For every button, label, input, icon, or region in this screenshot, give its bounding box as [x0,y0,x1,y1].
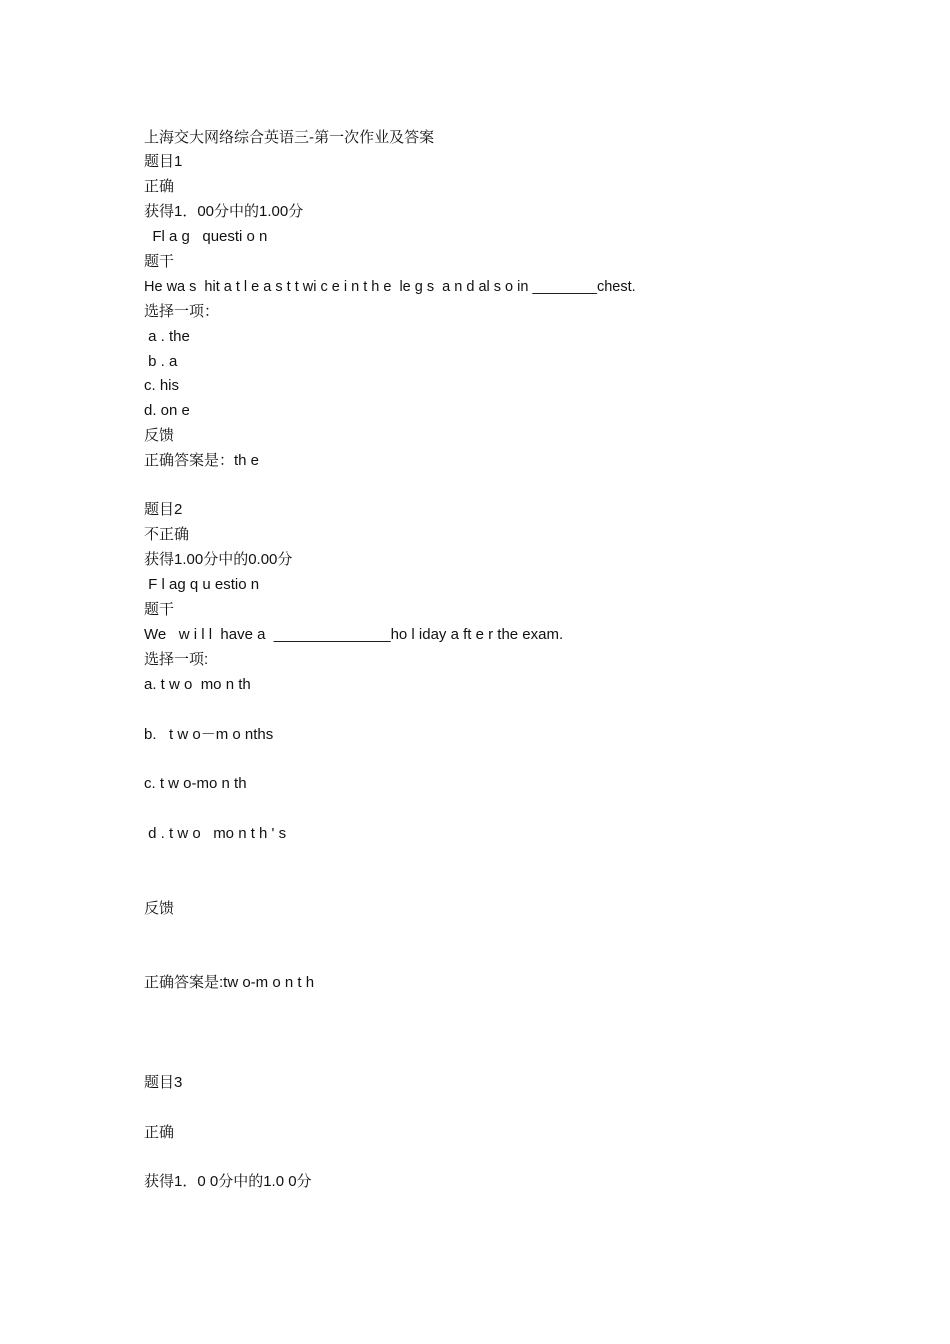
q3-score: 获得1．0 0分中的1.0 0分 [144,1173,312,1190]
q2-flag-question: F l ag q u estio n [144,576,260,593]
q2-option-c: c. t w o-mo n th [144,775,247,792]
q2-score: 获得1.00分中的0.00分 [144,551,293,568]
q1-choose-label: 选择一项： [144,303,220,320]
q1-option-a: a . the [144,328,190,345]
q1-flag-question: Fl a g questi o n [144,228,268,245]
q2-feedback-label: 反馈 [144,900,175,917]
q2-choose-label: 选择一项: [144,651,209,668]
q2-question-text: We w i l l have a ______________ho l iday a ft e r the exam. [144,626,564,643]
q1-stem-label: 题干 [144,253,175,270]
q2-number: 题目2 [144,501,183,518]
q2-stem-label: 题干 [144,601,175,618]
q2-option-a: a. t w o mo n th [144,676,251,693]
q1-status: 正确 [144,178,175,195]
q3-number: 题目3 [144,1074,183,1091]
q1-option-b: b . a [144,353,178,370]
q2-option-d: d . t w o mo n t h ' s [144,825,287,842]
q1-question-text: He wa s hit a t l e a s t t wi c e i n t h e le g s a n d al s o in ________chest. [144,279,636,295]
q2-status: 不正确 [144,526,190,543]
q1-number: 题目1 [144,153,183,170]
q2-option-b: b. t w o－m o nths [144,726,274,743]
q3-status: 正确 [144,1124,175,1141]
q1-feedback-label: 反馈 [144,427,175,444]
q1-option-d: d. on e [144,402,190,419]
q1-option-c: c. his [144,377,180,394]
q2-correct-answer: 正确答案是:tw o-m o n t h [144,974,315,991]
q1-score: 获得1．00分中的1.00分 [144,203,304,220]
document-title: 上海交大网络综合英语三-第一次作业及答案 [144,128,435,146]
q1-correct-answer: 正确答案是：th e [144,452,260,469]
